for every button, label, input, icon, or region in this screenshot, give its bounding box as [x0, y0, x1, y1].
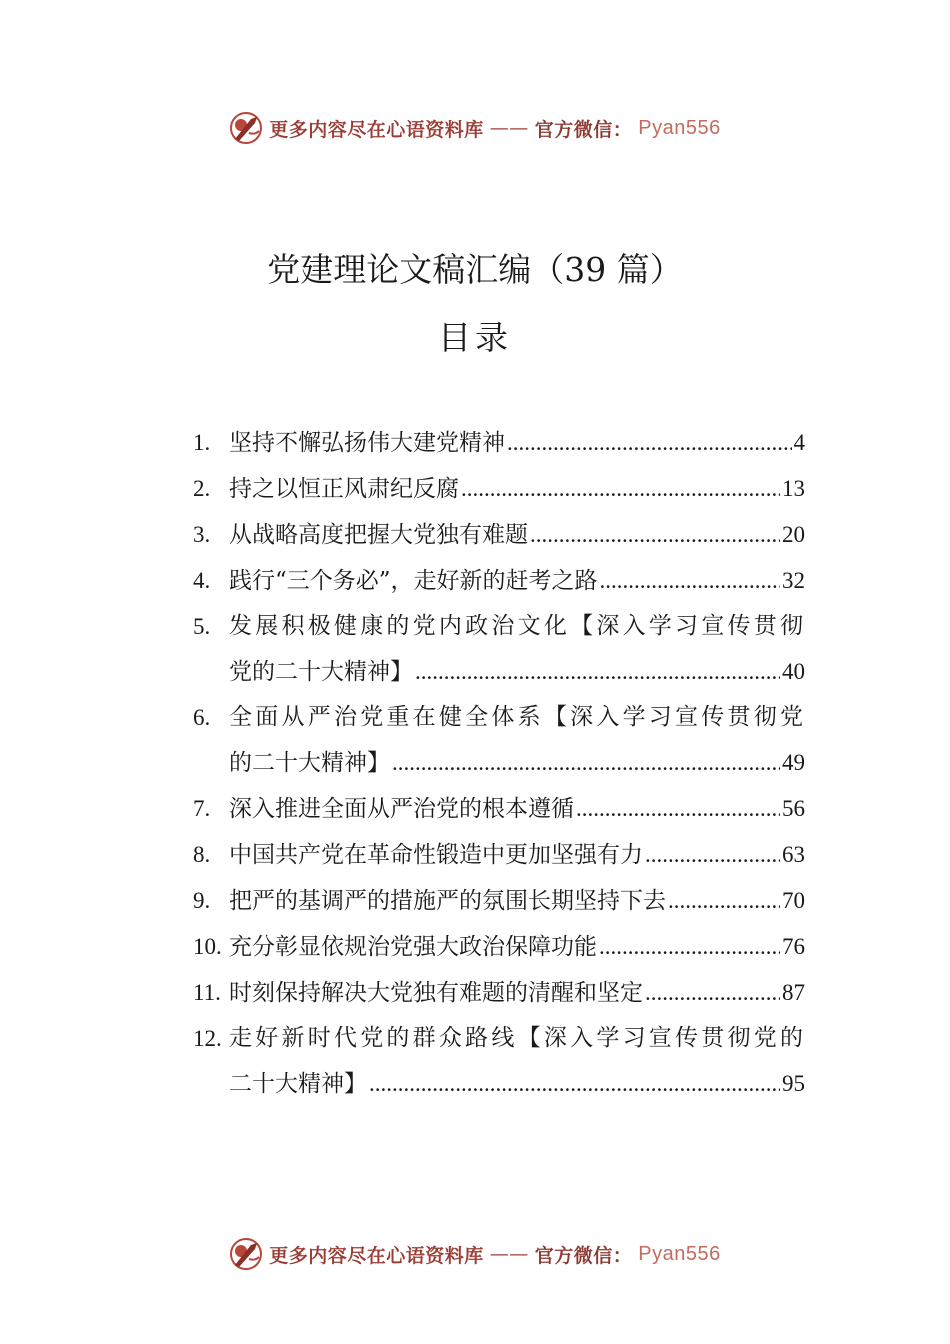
toc-entry-title: 二十大精神】 [229, 1071, 367, 1097]
toc-entry-number: 11. [193, 980, 221, 1005]
toc-dot-leader [392, 740, 780, 785]
toc-dot-leader [599, 924, 780, 969]
toc-entry-title: 把严的基调严的措施严的氛围长期坚持下去 [229, 888, 666, 914]
toc-entry[interactable] [193, 878, 805, 924]
toc-entry-page: 76 [782, 934, 805, 959]
toc-entry[interactable] [193, 604, 805, 695]
toc-dot-leader [576, 786, 780, 831]
toc-entry-title: 深入推进全面从严治党的根本遵循 [229, 796, 574, 822]
toc-dot-leader [645, 970, 780, 1015]
toc-entry-number: 2. [193, 476, 211, 501]
toc-dot-leader [507, 420, 792, 465]
toc-entry-title: 持之以恒正风肃纪反腐 [229, 476, 459, 502]
banner-text-main: 更多内容尽在心语资料库 [269, 1244, 484, 1267]
toc-entry-page: 49 [782, 750, 805, 775]
toc-entry-title: 坚持不懈弘扬伟大建党精神 [229, 430, 505, 456]
banner-wechat-id: Pyan556 [638, 116, 721, 139]
toc-entry-number: 1. [193, 430, 211, 455]
toc-entry-number: 10. [193, 934, 222, 959]
toc-entry-page: 70 [782, 888, 805, 913]
toc-entry[interactable] [193, 466, 805, 512]
toc-entry[interactable] [193, 832, 805, 878]
toc-entry-title: 践行“三个务必”，走好新的赶考之路 [229, 568, 598, 594]
toc-entry-title-line1: 走好新时代党的群众路线【深入学习宣传贯彻党的 [229, 1025, 805, 1051]
table-of-contents [193, 420, 805, 1107]
logo-icon [229, 1237, 263, 1271]
toc-dot-leader [461, 466, 780, 511]
toc-dot-leader [415, 649, 780, 694]
toc-entry-number: 7. [193, 796, 211, 821]
toc-dot-leader [600, 558, 780, 603]
toc-entry[interactable] [193, 512, 805, 558]
toc-entry-number: 6. [193, 705, 211, 730]
toc-dot-leader [530, 512, 780, 557]
banner-text-wechat-label: 官方微信： [534, 118, 633, 141]
toc-entry[interactable] [193, 558, 805, 604]
banner-wechat-id: Pyan556 [638, 1242, 721, 1265]
document-title: 党建理论文稿汇编（39 篇） [267, 250, 683, 289]
banner-text-main: 更多内容尽在心语资料库 [269, 118, 484, 141]
toc-entry-number: 4. [193, 568, 211, 593]
toc-heading: 目录 [438, 318, 512, 357]
toc-entry[interactable] [193, 786, 805, 832]
toc-entry-title: 时刻保持解决大党独有难题的清醒和坚定 [229, 980, 643, 1006]
toc-entry[interactable] [193, 970, 805, 1016]
toc-entry-page: 56 [782, 796, 805, 821]
toc-entry[interactable] [193, 924, 805, 970]
toc-entry-page: 63 [782, 842, 805, 867]
toc-entry-page: 40 [782, 659, 805, 684]
banner-dash: —— [489, 1243, 529, 1265]
toc-entry-page: 32 [782, 568, 805, 593]
toc-entry-page: 13 [782, 476, 805, 501]
toc-entry-title: 中国共产党在革命性锻造中更加坚强有力 [229, 842, 643, 868]
toc-entry[interactable] [193, 1016, 805, 1107]
toc-entry[interactable] [193, 695, 805, 786]
toc-entry-title-line1: 发展积极健康的党内政治文化【深入学习宣传贯彻 [229, 613, 805, 639]
toc-entry-title: 充分彰显依规治党强大政治保障功能 [229, 934, 597, 960]
banner-dash: —— [489, 117, 529, 139]
toc-entry-title: 党的二十大精神】 [229, 659, 413, 685]
toc-entry[interactable] [193, 420, 805, 466]
header-banner [0, 108, 950, 148]
logo-icon [229, 111, 263, 145]
toc-entry-page: 87 [782, 980, 805, 1005]
toc-entry-page: 4 [793, 430, 805, 455]
toc-entry-number: 12. [193, 1026, 222, 1051]
toc-entry-page: 20 [782, 522, 805, 547]
toc-entry-title: 从战略高度把握大党独有难题 [229, 522, 528, 548]
toc-dot-leader [645, 832, 780, 877]
toc-dot-leader [668, 878, 780, 923]
toc-entry-number: 8. [193, 842, 211, 867]
toc-entry-number: 3. [193, 522, 211, 547]
toc-entry-title-line1: 全面从严治党重在健全体系【深入学习宣传贯彻党 [229, 704, 805, 730]
banner-text-wechat-label: 官方微信： [534, 1244, 633, 1267]
toc-entry-number: 5. [193, 614, 211, 639]
toc-entry-number: 9. [193, 888, 211, 913]
toc-dot-leader [369, 1061, 780, 1106]
footer-banner [0, 1234, 950, 1274]
toc-entry-page: 95 [782, 1071, 805, 1096]
toc-entry-title: 的二十大精神】 [229, 750, 390, 776]
